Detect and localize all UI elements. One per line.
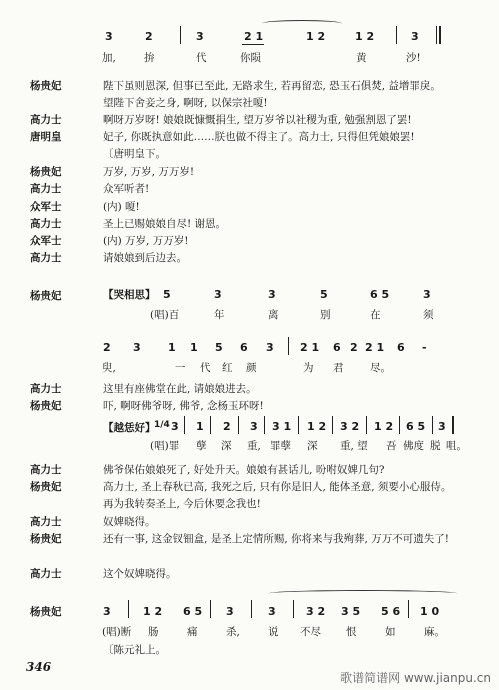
note: 1 2	[307, 420, 327, 433]
lyric: 孽	[196, 440, 207, 452]
slur	[268, 590, 458, 597]
note: 2 1	[244, 30, 264, 43]
tune-name: 【哭相思】	[103, 289, 156, 301]
bar-line	[366, 416, 367, 434]
lyric: 肠	[148, 626, 159, 638]
dialogue-text: 妃子, 你既执意如此……朕也做不得主了。高力士, 只得但凭娘娘罢!	[103, 131, 415, 143]
lyric: 一	[175, 362, 186, 374]
speaker-name: 杨贵妃	[30, 290, 62, 302]
speaker-name: 高力士	[30, 516, 62, 528]
note: 2	[145, 30, 153, 43]
note: 6	[240, 341, 248, 354]
lyric: 脱	[430, 440, 441, 452]
lyric: (唱)断	[102, 626, 132, 638]
note: 3	[268, 605, 276, 618]
lyric: 别	[320, 309, 331, 321]
lyric: 咀。	[446, 440, 467, 452]
note: 2	[223, 420, 231, 433]
dialogue-text: (内) 万岁, 万万岁!	[103, 235, 189, 247]
lyric: 恨	[346, 626, 357, 638]
bar-line	[238, 416, 239, 434]
lyric: 黄	[356, 52, 367, 64]
lyric: 沙!	[406, 52, 421, 64]
note: 1 2	[306, 30, 326, 43]
bar-line	[293, 600, 294, 618]
note: 3	[411, 30, 419, 43]
lyric: 如	[385, 626, 396, 638]
page-number: 346	[26, 660, 52, 674]
lyric: 尽。	[370, 362, 391, 374]
lyric: 颜	[246, 362, 257, 374]
note: 3	[268, 288, 276, 301]
note: 6	[333, 341, 341, 354]
bar-line	[432, 416, 433, 434]
meter: 1/4	[154, 420, 170, 430]
speaker-name: 高力士	[30, 183, 62, 195]
dialogue-text: (内) 嗄!	[103, 201, 140, 213]
note: 3	[250, 420, 258, 433]
lyric: 拚	[144, 52, 155, 64]
note: 3	[226, 605, 234, 618]
tune-name: 【越恁好】	[103, 422, 156, 434]
note: 1 2	[355, 30, 375, 43]
lyric: 说	[268, 626, 279, 638]
dialogue-text: 吓, 啊呀佛爷呀, 佛爷, 念杨玉环呀!	[103, 400, 264, 412]
lyric: 重, 望	[340, 440, 368, 452]
bar-line	[436, 26, 437, 44]
speaker-name: 众军士	[30, 201, 62, 213]
speaker-name: 杨贵妃	[30, 80, 62, 92]
bar-line	[251, 600, 252, 618]
stage-direction: 〔唐明皇下。	[103, 148, 166, 160]
speaker-name: 杨贵妃	[30, 606, 62, 618]
note: 2	[350, 341, 358, 354]
lyric: 年	[214, 309, 225, 321]
lyric: 麻。	[424, 626, 445, 638]
note: 1 2	[143, 605, 163, 618]
lyric: 须	[423, 309, 434, 321]
lyric: 痛	[187, 626, 198, 638]
dialogue-text: 望陛下舍妾之身, 啊呀, 以保宗社嗄!	[103, 97, 268, 109]
lyric: 为	[303, 362, 314, 374]
note: 2 1	[365, 341, 385, 354]
note: 3 5	[341, 605, 361, 618]
lyric: 你陨	[240, 52, 261, 64]
slur	[262, 20, 342, 27]
note: 3	[133, 341, 141, 354]
dialogue-text: 佛爷保佑娘娘死了, 好处升天。娘娘有甚话儿, 吩咐奴婢几句?	[103, 464, 385, 476]
note: 2	[103, 341, 111, 354]
dialogue-text: 陛下虽则恩深, 但事已至此, 无路求生, 若再留恋, 恐玉石俱焚, 益增罪戾。	[103, 80, 441, 92]
note: 6 5	[406, 420, 426, 433]
bar-line	[180, 26, 181, 44]
bar-line-double	[439, 26, 441, 44]
bar-line	[399, 416, 400, 434]
dialogue-text: 奴婢晓得。	[103, 516, 156, 528]
dialogue-text: 高力士, 圣上春秋已高, 我死之后, 只有你是旧人, 能体圣意, 须要小心服侍。	[103, 481, 452, 493]
lyric: 重,	[247, 440, 261, 452]
bar-line	[264, 416, 265, 434]
lyric: (唱)罪	[150, 440, 180, 452]
speaker-name: 杨贵妃	[30, 481, 62, 493]
speaker-name: 杨贵妃	[30, 166, 62, 178]
speaker-name: 高力士	[30, 114, 62, 126]
bar-line-double	[452, 416, 454, 434]
speaker-name: 唐明皇	[30, 131, 62, 143]
note: 3 1	[272, 420, 292, 433]
speaker-name: 杨贵妃	[30, 400, 62, 412]
speaker-name: 众军士	[30, 235, 62, 247]
stage-direction: 〔陈元礼上。	[103, 644, 166, 656]
note: 3	[103, 605, 111, 618]
lyric: 深	[307, 440, 318, 452]
note: 3	[196, 30, 204, 43]
note: -	[422, 341, 427, 354]
dialogue-text: 圣上已赐娘娘自尽! 谢恩。	[103, 218, 227, 230]
dialogue-text: 请娘娘到后边去。	[103, 252, 187, 264]
note: 5	[215, 341, 223, 354]
bar-line	[184, 416, 185, 434]
speaker-name: 杨贵妃	[30, 533, 62, 545]
speaker-name: 高力士	[30, 218, 62, 230]
bar-line	[408, 600, 409, 618]
speaker-name: 高力士	[30, 383, 62, 395]
note: 6 5	[370, 288, 390, 301]
note: 1	[196, 420, 204, 433]
note: 1 0	[420, 605, 440, 618]
dialogue-text: 这个奴婢晓得。	[103, 568, 177, 580]
lyric: 杀,	[226, 626, 240, 638]
note: 2 1	[300, 341, 320, 354]
note: 1 2	[374, 420, 394, 433]
lyric: 深	[221, 440, 232, 452]
note: 6 5	[183, 605, 203, 618]
bar-line	[332, 416, 333, 434]
lyric: 佛度	[403, 440, 424, 452]
speaker-name: 高力士	[30, 568, 62, 580]
lyric: 在	[370, 309, 381, 321]
note: 3 2	[340, 420, 360, 433]
lyric: 不尽	[300, 626, 321, 638]
lyric: 臾,	[102, 362, 116, 374]
note: 3	[214, 288, 222, 301]
note: 5	[163, 288, 171, 301]
dialogue-text: 啊呀万岁呀! 娘娘既慷慨捐生, 望万岁爷以社稷为重, 勉强割恩了罢!	[103, 114, 412, 126]
note: 5	[320, 288, 328, 301]
speaker-name: 高力士	[30, 252, 62, 264]
dialogue-text: 众军听者!	[103, 183, 150, 195]
lyric: 罪孽	[270, 440, 291, 452]
dialogue-text: 万岁, 万岁, 万万岁!	[103, 166, 195, 178]
bar-line	[128, 600, 129, 618]
note: 3	[266, 341, 274, 354]
lyric: 代	[196, 52, 207, 64]
lyric: (唱)百	[150, 309, 180, 321]
note: 6	[397, 341, 405, 354]
bar-line	[396, 26, 397, 44]
note: 5 6	[381, 605, 401, 618]
lyric: 代	[200, 362, 211, 374]
lyric: 加,	[102, 52, 116, 64]
lyric: 离	[268, 309, 279, 321]
note: 3	[423, 288, 431, 301]
bar-line	[210, 416, 211, 434]
dialogue-text: 这里有座佛堂在此, 请娘娘进去。	[103, 383, 257, 395]
bar-line	[288, 337, 289, 355]
bar-line	[210, 600, 211, 618]
lyric: 君	[333, 362, 344, 374]
note: 3	[105, 30, 113, 43]
bar-line	[298, 416, 299, 434]
note: 3 2	[306, 605, 326, 618]
watermark: 歌谱简谱网 www.jianpu.cn	[340, 671, 491, 685]
note: 3	[438, 420, 446, 433]
lyric: 吾	[386, 440, 397, 452]
note: 1	[168, 341, 176, 354]
dialogue-text: 还有一事, 这金钗钿盒, 是圣上定情所赐, 你将来与我殉葬, 万万不可遗失了!	[103, 533, 449, 545]
speaker-name: 高力士	[30, 464, 62, 476]
note: 1	[190, 341, 198, 354]
lyric: 红	[222, 362, 233, 374]
dialogue-text: 再为我转奏圣上, 今后休要念我也!	[103, 498, 261, 510]
note: 3	[171, 420, 179, 433]
underline	[242, 44, 264, 45]
